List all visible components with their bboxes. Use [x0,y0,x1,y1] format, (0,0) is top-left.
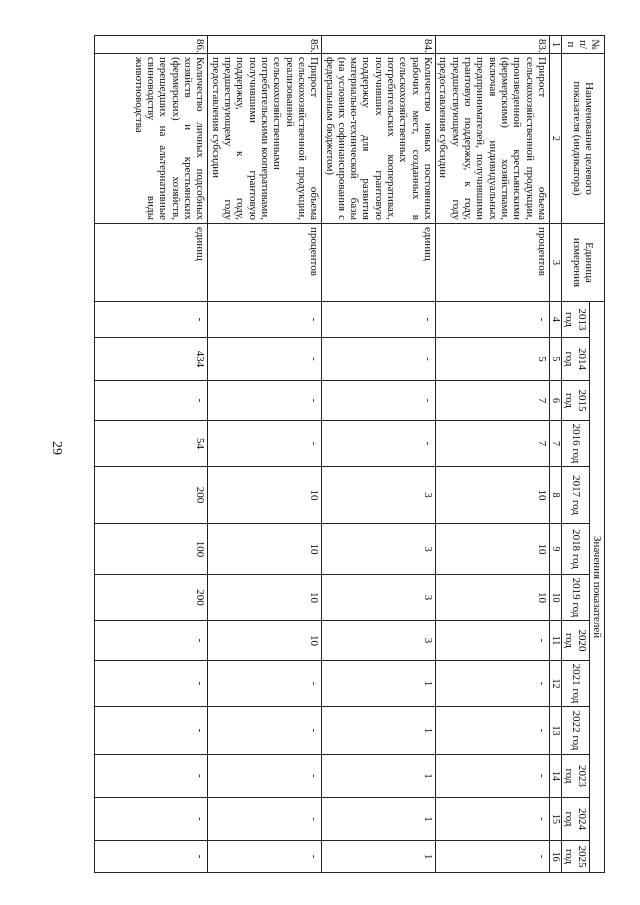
column-numbers-row [549,36,561,873]
value-cell: - [436,661,550,707]
header-unit: Единица измерения [562,224,605,302]
header-year: 2013 год [562,302,590,338]
column-number: 3 [549,224,561,302]
value-cell: 7 [436,421,550,467]
table-row [436,36,550,873]
indicator-name: Прирост объема сельскохозяйственной продукции, реализованной сельскохозяйственными потребительскими кооперативами, получившими грантовую поддержку, к году, предшествующему году предоставления субсидии [208,54,322,224]
indicator-name: Прирост объема сельскохозяйственной продукции, произведенной крестьянскими (фермерскими) хозяйствами, включая индивидуальных предпринимателей, получившими грантовую поддержку, к году, предшествующему году предоставления субсидии [436,54,550,224]
value-cell: 3 [322,621,436,661]
rotated-table-container [120,35,605,870]
value-cell: - [208,841,322,873]
value-cell: - [208,661,322,707]
row-number: 84. [322,36,436,54]
value-cell: 10 [436,524,550,575]
value-cell: 5 [436,338,550,381]
header-year: 2020 год [562,621,590,661]
value-cell: 10 [208,467,322,524]
value-cell: - [436,302,550,338]
column-number: 12 [549,661,561,707]
value-cell: - [322,421,436,467]
value-cell: - [436,798,550,841]
header-year: 2019 год [562,575,590,621]
table-row [322,36,436,873]
header-year: 2015 год [562,381,590,421]
header-year: 2022 год [562,707,590,755]
column-number: 10 [549,575,561,621]
header-year: 2014 год [562,338,590,381]
value-cell: 100 [95,524,208,575]
value-cell: - [95,841,208,873]
unit-cell: процентов [208,224,322,302]
value-cell: 10 [208,621,322,661]
header-year: 2024 год [562,798,590,841]
column-number: 15 [549,798,561,841]
value-cell: - [208,707,322,755]
column-number: 4 [549,302,561,338]
value-cell: - [95,798,208,841]
header-name: Наименование целевого показателя (индикатора) [562,54,605,224]
value-cell: 1 [322,661,436,707]
value-cell: - [208,338,322,381]
column-number: 16 [549,841,561,873]
value-cell: - [95,661,208,707]
value-cell: 10 [436,467,550,524]
indicator-name: Количество новых постоянных рабочих мест, созданных в сельскохозяйственных потребительских кооперативах, получивших грантовую поддержку для развития материально-технической базы (на условиях софинансирования с федеральным бюджетом) [322,54,436,224]
value-cell: - [322,338,436,381]
row-number: 86. [95,36,208,54]
row-number: 83. [436,36,550,54]
table-row [95,36,208,873]
value-cell: - [208,381,322,421]
value-cell: - [436,841,550,873]
value-cell: 54 [95,421,208,467]
header-year: 2018 год [562,524,590,575]
value-cell: 3 [322,575,436,621]
column-number: 9 [549,524,561,575]
value-cell: 434 [95,338,208,381]
value-cell: 200 [95,575,208,621]
value-cell: 10 [208,575,322,621]
header-year: 2021 год [562,661,590,707]
indicators-table [94,35,605,873]
header-values-group: Значения показателей [589,302,604,873]
value-cell: 1 [322,798,436,841]
column-number: 5 [549,338,561,381]
value-cell: - [208,302,322,338]
value-cell: - [322,302,436,338]
value-cell: - [208,755,322,798]
value-cell: - [208,421,322,467]
header-year: 2017 год [562,467,590,524]
column-number: 11 [549,621,561,661]
value-cell: - [436,621,550,661]
column-number: 7 [549,421,561,467]
value-cell: - [95,302,208,338]
value-cell: 1 [322,841,436,873]
value-cell: - [95,755,208,798]
column-number: 13 [549,707,561,755]
column-number: 14 [549,755,561,798]
column-number: 8 [549,467,561,524]
table-body [95,36,549,873]
value-cell: 1 [322,707,436,755]
table-row [208,36,322,873]
indicator-name: Количество личных подсобных хозяйств и крестьянских (фермерских) хозяйств, перешедших на альтернативные свиноводству виды животноводства [95,54,208,224]
value-cell: - [95,707,208,755]
header-no: № п/п [562,36,605,54]
value-cell: 10 [436,575,550,621]
unit-cell: процентов [436,224,550,302]
column-number: 1 [549,36,561,54]
value-cell: 7 [436,381,550,421]
value-cell: 3 [322,467,436,524]
value-cell: - [436,755,550,798]
column-number: 6 [549,381,561,421]
header-year: 2023 год [562,755,590,798]
header-year: 2025 год [562,841,590,873]
page-number: 29 [49,441,64,455]
column-number: 2 [549,54,561,224]
header-year: 2016 год [562,421,590,467]
value-cell: - [322,381,436,421]
unit-cell: единиц [322,224,436,302]
row-number: 85. [208,36,322,54]
value-cell: - [95,381,208,421]
value-cell: - [436,707,550,755]
value-cell: 200 [95,467,208,524]
unit-cell: единиц [95,224,208,302]
value-cell: - [95,621,208,661]
value-cell: 1 [322,755,436,798]
value-cell: 10 [208,524,322,575]
value-cell: 3 [322,524,436,575]
value-cell: - [208,798,322,841]
